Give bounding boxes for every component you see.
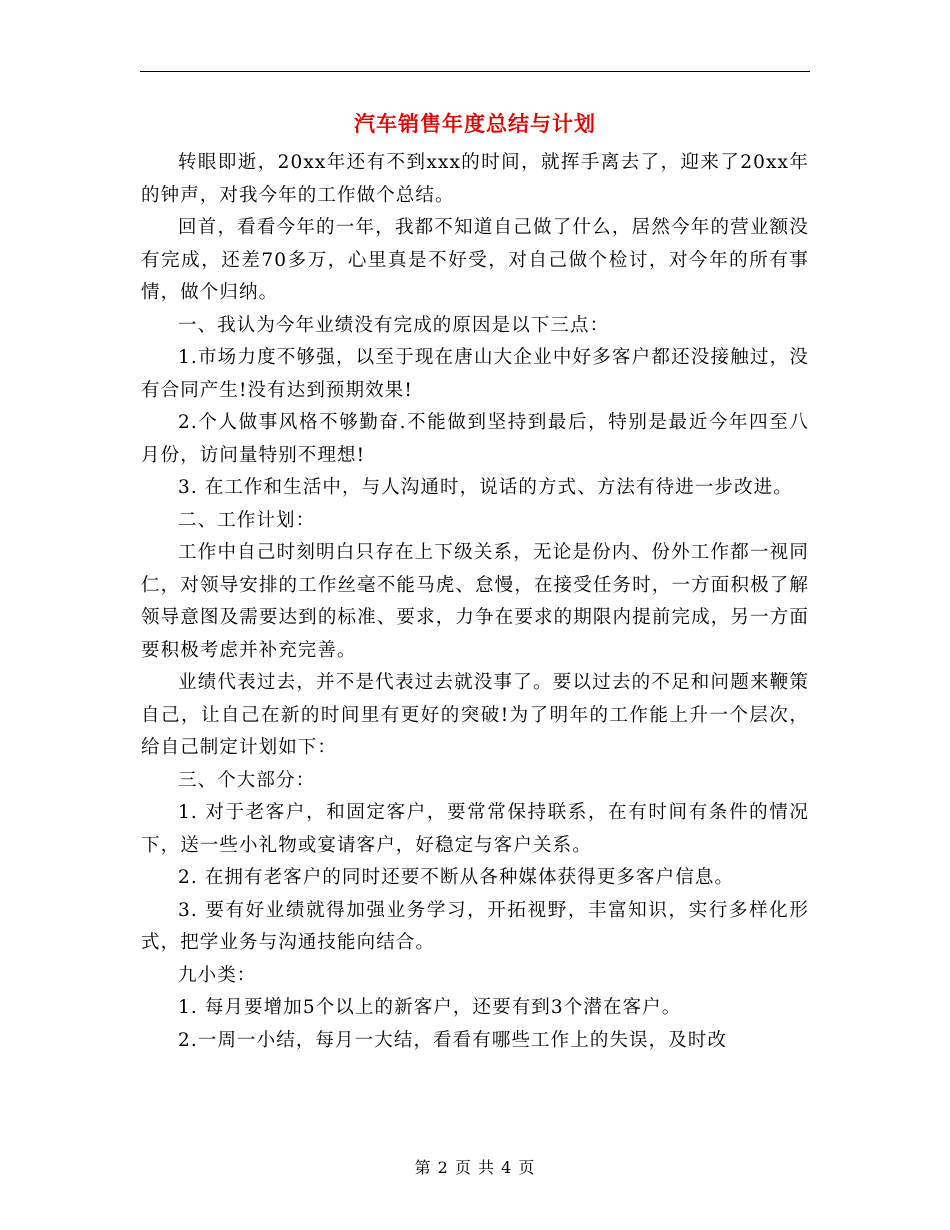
section-heading-1: 一、我认为今年业绩没有完成的原因是以下三点： [178,314,610,336]
list-item-2: 2.个人做事风格不够勤奋.不能做到坚持到最后，特别是最近今年四至八月份，访问量特别不理想! [141,412,809,466]
section-heading-2: 二、工作计划： [178,509,316,531]
list-item-4: 1. 对于老客户，和固定客户，要常常保持联系，在有时间有条件的情况下，送一些小礼物或宴请客户，好稳定与客户关系。 [141,802,809,856]
document-body [141,147,809,1057]
list-item-8: 2.一周一小结，每月一大结，看看有哪些工作上的失误，及时改 [178,1029,728,1051]
paragraph-3: 工作中自己时刻明白只存在上下级关系，无论是份内、份外工作都一视同仁，对领导安排的工作丝毫不能马虎、怠慢，在接受任务时，一方面积极了解领导意图及需要达到的标准、要求，力争在要求的期限内提前完成，另一方面要积极考虑并补充完善。 [141,542,809,661]
list-item-1: 1.市场力度不够强，以至于现在唐山大企业中好多客户都还没接触过，没有合同产生!没有达到预期效果! [141,347,809,401]
document-title: 汽车销售年度总结与计划 [354,111,596,136]
header-rule [140,71,810,72]
list-item-3: 3. 在工作和生活中，与人沟通时，说话的方式、方法有待进一步改进。 [178,477,793,498]
list-item-6: 3. 要有好业绩就得加强业务学习，开拓视野，丰富知识，实行多样化形式，把学业务与沟通技能向结合。 [141,899,809,953]
paragraph-2: 回首，看看今年的一年，我都不知道自己做了什么，居然今年的营业额没有完成，还差70多万，心里真是不好受，对自己做个检讨，对今年的所有事情，做个归纳。 [141,217,809,303]
paragraph-4: 业绩代表过去，并不是代表过去就没事了。要以过去的不足和问题来鞭策自己，让自己在新的时间里有更好的突破!为了明年的工作能上升一个层次，给自己制定计划如下： [141,672,809,758]
section-heading-3: 三、个大部分： [178,769,316,791]
paragraph-1: 转眼即逝，20xx年还有不到xxx的时间，就挥手离去了，迎来了20xx年的钟声，对我今年的工作做个总结。 [141,152,809,206]
list-item-5: 2. 在拥有老客户的同时还要不断从各种媒体获得更多客户信息。 [178,867,735,888]
page-number: 第 2 页 共 4 页 [414,1158,536,1177]
list-item-7: 1. 每月要增加5个以上的新客户，还要有到3个潜在客户。 [178,997,682,1018]
page-footer [0,1155,950,1178]
section-heading-4: 九小类： [178,964,257,986]
